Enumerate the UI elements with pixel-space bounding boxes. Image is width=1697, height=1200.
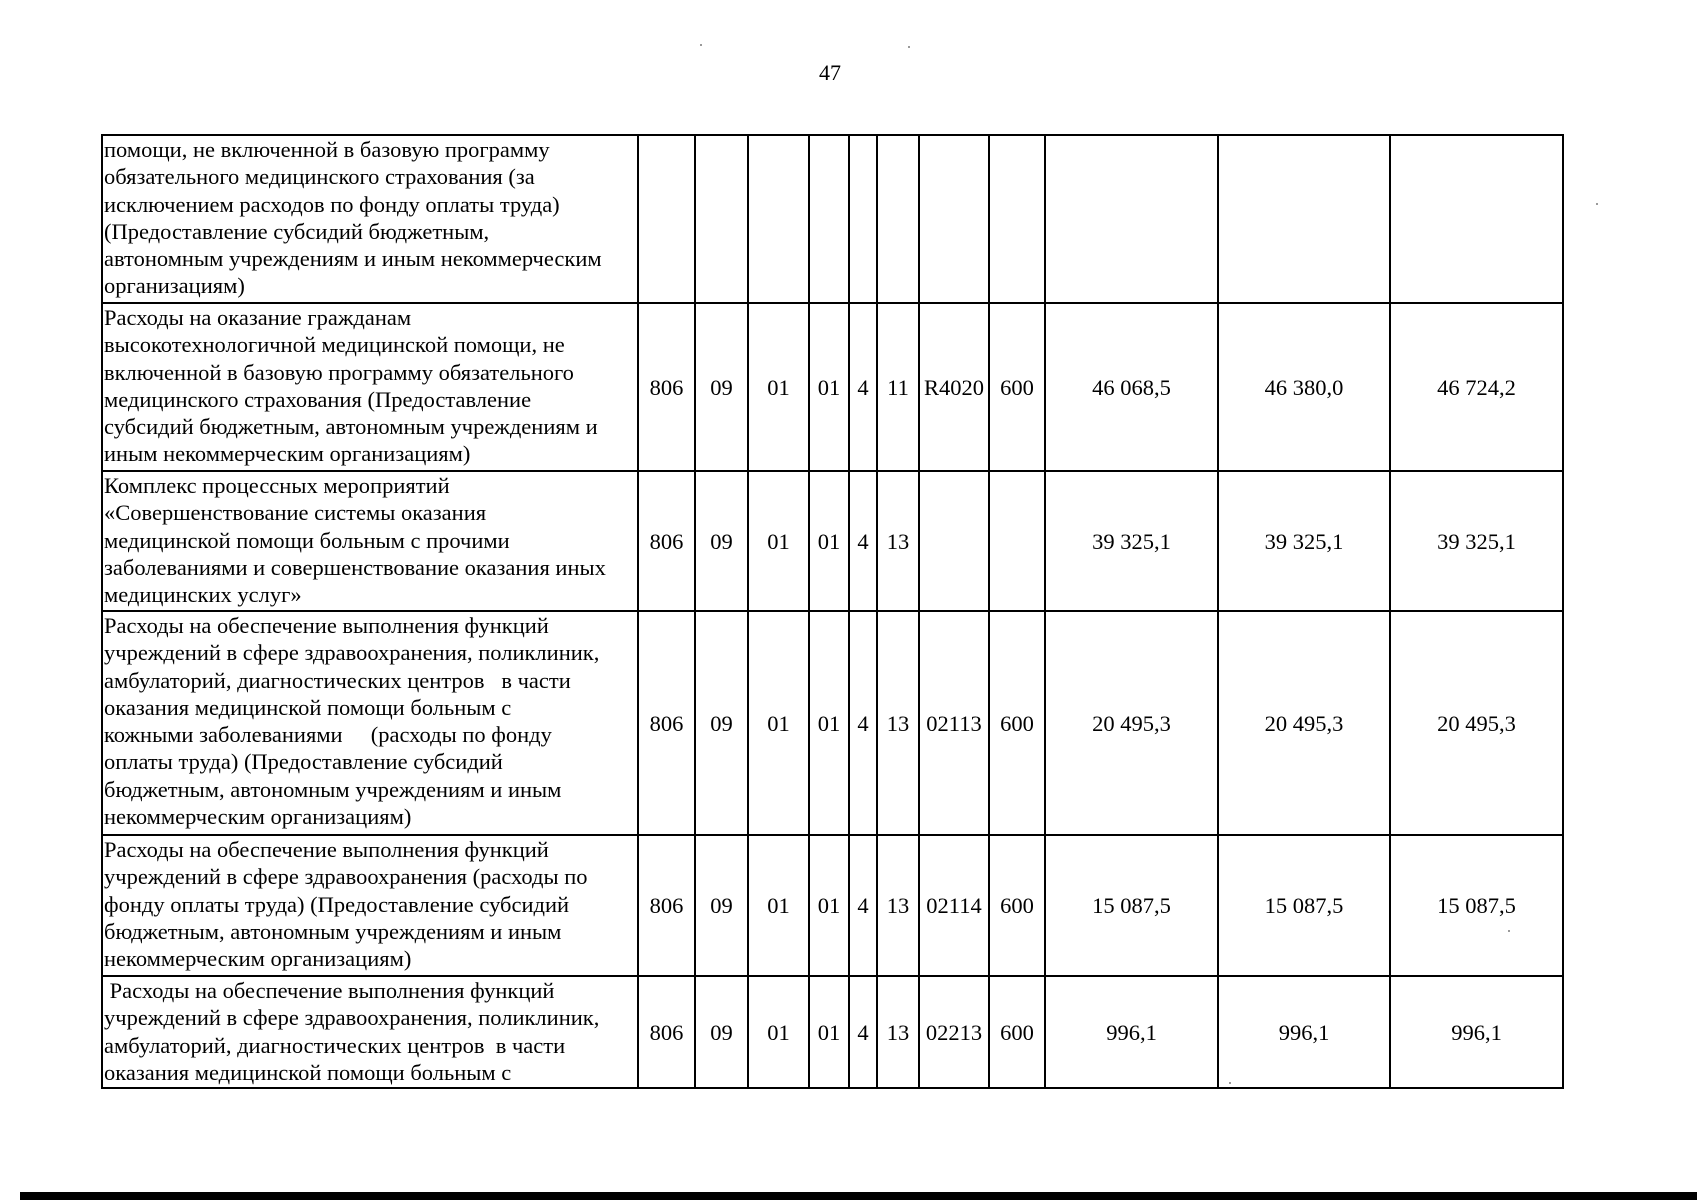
amount-year-3: 20 495,3 [1390, 611, 1563, 835]
budget-table [101, 134, 1564, 1089]
ministry-code [638, 135, 695, 303]
direction-code: 02213 [919, 976, 989, 1088]
section-code: 09 [695, 976, 748, 1088]
amount-year-1: 46 068,5 [1045, 303, 1218, 471]
expense-description [102, 835, 638, 976]
scan-speck [700, 44, 702, 46]
direction-code: 02113 [919, 611, 989, 835]
description-line: некоммерческим организациям) [104, 804, 412, 830]
expense-type-code: 600 [989, 835, 1045, 976]
subprogram-code [877, 135, 919, 303]
table-row [102, 135, 1563, 303]
expense-type-code: 600 [989, 611, 1045, 835]
amount-year-3: 15 087,5 [1390, 835, 1563, 976]
ministry-code: 806 [638, 835, 695, 976]
subsection-code: 01 [748, 303, 809, 471]
scan-speck [1508, 930, 1510, 932]
amount-year-3 [1390, 135, 1563, 303]
description-line: заболеваниями и совершенствование оказания иных [104, 554, 606, 580]
description-line: иным некоммерческим организациям) [104, 441, 471, 467]
scan-speck [908, 46, 910, 48]
section-code [695, 135, 748, 303]
description-line: амбулаторий, диагностических центров в части [104, 667, 571, 693]
description-line: медицинских услуг» [104, 582, 302, 608]
section-code: 09 [695, 303, 748, 471]
subprogram-code: 11 [877, 303, 919, 471]
subprogram-code: 13 [877, 835, 919, 976]
table-body [102, 135, 1563, 1088]
program-code: 01 [809, 976, 849, 1088]
description-line: обязательного медицинского страхования (за [104, 164, 535, 190]
section-code: 09 [695, 611, 748, 835]
description-line: медицинской помощи больным с прочими [104, 527, 510, 553]
amount-year-2: 20 495,3 [1218, 611, 1390, 835]
description-line: помощи, не включенной в базовую программу [104, 137, 550, 162]
description-line: автономным учреждениям и иным некоммерческим [104, 246, 602, 272]
scan-speck [1596, 203, 1598, 205]
direction-code: R4020 [919, 303, 989, 471]
program-type-code: 4 [849, 835, 877, 976]
amount-year-2: 15 087,5 [1218, 835, 1390, 976]
amount-year-2 [1218, 135, 1390, 303]
description-line: оказания медицинской помощи больным с [104, 694, 512, 720]
program-type-code: 4 [849, 303, 877, 471]
program-code [809, 135, 849, 303]
amount-year-1: 20 495,3 [1045, 611, 1218, 835]
description-line: бюджетным, автономным учреждениям и иным [104, 918, 562, 944]
description-line: включенной в базовую программу обязательного [104, 359, 574, 385]
subsection-code [748, 135, 809, 303]
subprogram-code: 13 [877, 976, 919, 1088]
description-line: учреждений в сфере здравоохранения, поликлиник, [104, 640, 600, 666]
table-row [102, 471, 1563, 611]
description-line: Расходы на обеспечение выполнения функций [104, 613, 549, 638]
description-line: Расходы на обеспечение выполнения функций [104, 978, 555, 1003]
subsection-code: 01 [748, 471, 809, 611]
program-code: 01 [809, 611, 849, 835]
description-line: амбулаторий, диагностических центров в части [104, 1032, 566, 1058]
expense-type-code: 600 [989, 303, 1045, 471]
program-type-code: 4 [849, 976, 877, 1088]
description-line: субсидий бюджетным, автономным учреждениям и [104, 414, 598, 440]
description-line: исключением расходов по фонду оплаты труда) [104, 191, 560, 217]
description-line: Расходы на обеспечение выполнения функций [104, 837, 549, 862]
amount-year-1 [1045, 135, 1218, 303]
amount-year-3: 39 325,1 [1390, 471, 1563, 611]
section-code: 09 [695, 471, 748, 611]
description-line: оказания медицинской помощи больным с [104, 1059, 512, 1085]
table-row [102, 835, 1563, 976]
expense-description [102, 976, 638, 1088]
ministry-code: 806 [638, 976, 695, 1088]
program-type-code [849, 135, 877, 303]
expense-type-code: 600 [989, 976, 1045, 1088]
expense-description [102, 135, 638, 303]
expense-description [102, 303, 638, 471]
table-row [102, 611, 1563, 835]
amount-year-2: 46 380,0 [1218, 303, 1390, 471]
table-row [102, 976, 1563, 1088]
amount-year-1: 15 087,5 [1045, 835, 1218, 976]
subsection-code: 01 [748, 976, 809, 1088]
description-line: учреждений в сфере здравоохранения (расходы по [104, 864, 588, 890]
subsection-code: 01 [748, 835, 809, 976]
description-line: «Совершенствование системы оказания [104, 500, 487, 526]
description-line: Расходы на оказание гражданам [104, 305, 412, 330]
description-line: организациям) [104, 273, 245, 299]
table-row [102, 303, 1563, 471]
ministry-code: 806 [638, 303, 695, 471]
description-line: высокотехнологичной медицинской помощи, не [104, 332, 565, 358]
description-line: некоммерческим организациям) [104, 946, 412, 972]
description-line: (Предоставление субсидий бюджетным, [104, 218, 490, 244]
expense-type-code [989, 471, 1045, 611]
amount-year-3: 46 724,2 [1390, 303, 1563, 471]
program-code: 01 [809, 471, 849, 611]
amount-year-2: 996,1 [1218, 976, 1390, 1088]
page-number: 47 [819, 60, 841, 85]
direction-code: 02114 [919, 835, 989, 976]
amount-year-3: 996,1 [1390, 976, 1563, 1088]
description-line: оплаты труда) (Предоставление субсидий [104, 749, 503, 775]
description-line: бюджетным, автономным учреждениям и иным [104, 776, 562, 802]
program-type-code: 4 [849, 611, 877, 835]
amount-year-1: 996,1 [1045, 976, 1218, 1088]
description-line: учреждений в сфере здравоохранения, поликлиник, [104, 1005, 600, 1031]
section-code: 09 [695, 835, 748, 976]
amount-year-1: 39 325,1 [1045, 471, 1218, 611]
subsection-code: 01 [748, 611, 809, 835]
ministry-code: 806 [638, 471, 695, 611]
description-line: кожными заболеваниями (расходы по фонду [104, 722, 552, 748]
subprogram-code: 13 [877, 611, 919, 835]
subprogram-code: 13 [877, 471, 919, 611]
scan-edge-bar [20, 1192, 1697, 1200]
program-code: 01 [809, 835, 849, 976]
amount-year-2: 39 325,1 [1218, 471, 1390, 611]
scan-speck [1229, 1082, 1231, 1084]
program-type-code: 4 [849, 471, 877, 611]
description-line: Комплекс процессных мероприятий [104, 473, 450, 498]
description-line: фонду оплаты труда) (Предоставление субсидий [104, 891, 570, 917]
expense-type-code [989, 135, 1045, 303]
direction-code [919, 135, 989, 303]
expense-description [102, 471, 638, 611]
program-code: 01 [809, 303, 849, 471]
expense-description [102, 611, 638, 835]
description-line: медицинского страхования (Предоставление [104, 386, 532, 412]
direction-code [919, 471, 989, 611]
ministry-code: 806 [638, 611, 695, 835]
